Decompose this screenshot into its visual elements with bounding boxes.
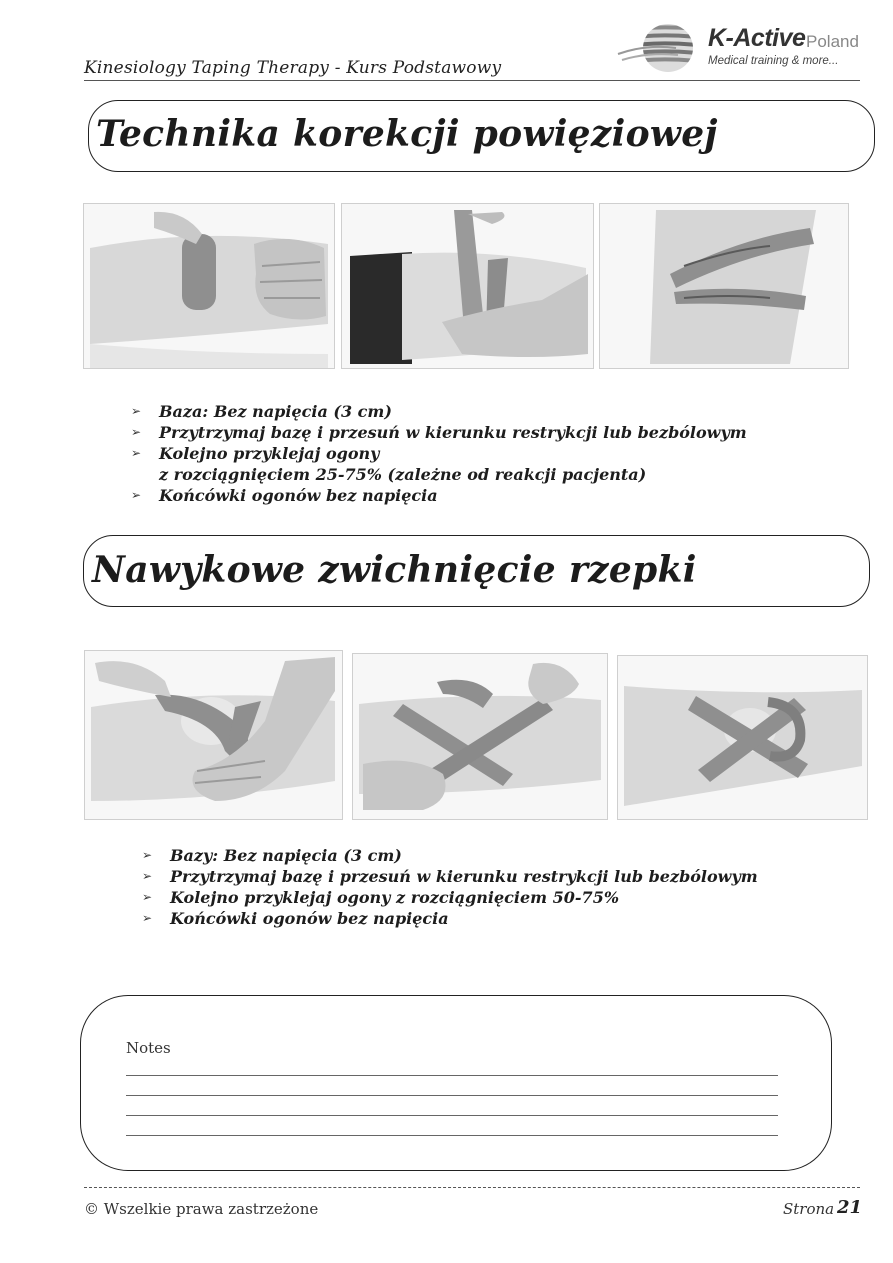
tape-applied-around-patella-photo bbox=[84, 650, 343, 820]
list-item: ➢ Przytrzymaj bazę i przesuń w kierunku restrykcji lub bezbólowym bbox=[131, 423, 747, 442]
finished-tape-on-knee-photo bbox=[617, 655, 868, 820]
list-item: ➢ Końcówki ogonów bez napięcia bbox=[131, 486, 438, 505]
notes-line bbox=[126, 1095, 778, 1096]
tape-crossed-over-knee-photo bbox=[352, 653, 608, 820]
logo-tagline: Medical training & more... bbox=[708, 55, 839, 67]
footer-divider bbox=[84, 1187, 860, 1188]
page-label: Strona bbox=[783, 1200, 835, 1218]
notes-label: Notes bbox=[126, 1039, 171, 1057]
tape-base-on-thigh-photo bbox=[83, 203, 335, 369]
arrow-bullet-icon: ➢ bbox=[142, 848, 153, 862]
header-divider bbox=[84, 80, 860, 81]
list-item: ➢ Bazy: Bez napięcia (3 cm) bbox=[142, 846, 402, 865]
notes-line bbox=[126, 1135, 778, 1136]
list-item: ➢ Przytrzymaj bazę i przesuń w kierunku restrykcji lub bezbólowym bbox=[142, 867, 758, 886]
notes-box bbox=[80, 995, 832, 1171]
list-item: ➢ Kolejno przyklejaj ogony z rozciągnięciem 50-75% bbox=[142, 888, 620, 907]
notes-line bbox=[126, 1075, 778, 1076]
list-item: ➢ Końcówki ogonów bez napięcia bbox=[142, 909, 449, 928]
list-item: ➢ Kolejno przyklejaj ogony z rozciągnięciem 25-75% (zależne od reakcji pacjenta) bbox=[131, 444, 647, 484]
logo-country: Poland bbox=[806, 32, 859, 51]
arrow-bullet-icon: ➢ bbox=[131, 446, 142, 460]
finished-tape-on-thigh-photo bbox=[599, 203, 849, 369]
section-title: Nawykowe zwichnięcie rzepki bbox=[92, 549, 697, 591]
section-instructions-list bbox=[142, 845, 758, 929]
arrow-bullet-icon: ➢ bbox=[142, 869, 153, 883]
logo-name: K-Active bbox=[708, 24, 806, 52]
arrow-bullet-icon: ➢ bbox=[131, 404, 142, 418]
arrow-bullet-icon: ➢ bbox=[131, 425, 142, 439]
arrow-bullet-icon: ➢ bbox=[142, 890, 153, 904]
section-instructions-list bbox=[131, 401, 747, 506]
course-title: Kinesiology Taping Therapy - Kurs Podstawowy bbox=[84, 58, 502, 78]
notes-line bbox=[126, 1115, 778, 1116]
logo-globe-icon bbox=[616, 22, 708, 74]
list-item: ➢ Baza: Bez napięcia (3 cm) bbox=[131, 402, 392, 421]
arrow-bullet-icon: ➢ bbox=[142, 911, 153, 925]
page-number: 21 bbox=[837, 1197, 863, 1218]
tape-tails-pulled-photo bbox=[341, 203, 594, 369]
arrow-bullet-icon: ➢ bbox=[131, 488, 142, 502]
copyright-text: © Wszelkie prawa zastrzeżone bbox=[84, 1200, 319, 1218]
section-title: Technika korekcji powięziowej bbox=[96, 113, 718, 155]
k-active-logo bbox=[616, 22, 866, 74]
